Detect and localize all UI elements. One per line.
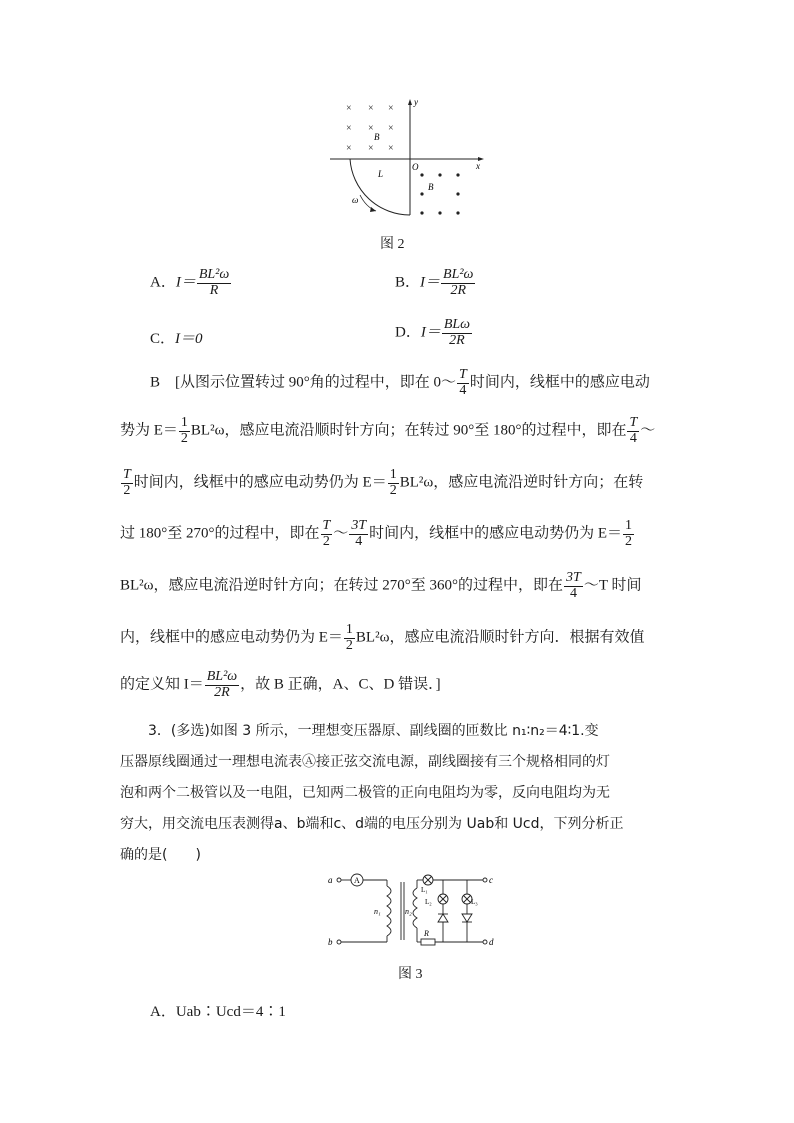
answer-line-6: 内，线框中的感应电动势仍为 E＝ $\frac{1}{2}$ BL²ω，感应电流沿顺时针方向．根据有效值 bbox=[120, 622, 645, 653]
option-d: D．I＝ $\frac{\text{BLω}}{2R}$ bbox=[395, 317, 471, 348]
field-into-page-crosses bbox=[346, 103, 394, 154]
omega-label: ω bbox=[352, 195, 359, 205]
q3-line-3: 泡和两个二极管以及一电阻，已知两二极管的正向电阻均为零，反向电阻均为无 bbox=[120, 785, 610, 801]
option-b: B．I＝ $\frac{\text{BL²ω}}{2R}$ bbox=[395, 267, 474, 298]
option-c: C．I＝0 bbox=[150, 331, 203, 347]
n1-label: n₁ bbox=[374, 907, 381, 916]
svg-text:×: × bbox=[346, 103, 352, 114]
answer-line-7: 的定义知 I＝ $\frac{\text{BL²ω}}{2R}$ ，故 B 正确，A、C、D 错误．] bbox=[120, 669, 441, 700]
terminal-c-label: c bbox=[489, 875, 493, 885]
y-axis-label: y bbox=[414, 97, 418, 107]
answer-line-5: BL²ω，感应电流沿逆时针方向；在转过 270°至 360°的过程中，即在 $\frac{3T}{4}$ ～T 时间 bbox=[120, 570, 642, 601]
figure-2-caption: 图 2 bbox=[380, 237, 405, 252]
terminal-b-label: b bbox=[328, 937, 333, 947]
answer-line-3: $\frac{T}{2}$ 时间内，线框中的感应电动势仍为 E＝ $\frac{1}{2}$ BL²ω，感应电流沿逆时针方向；在转 bbox=[123, 467, 644, 498]
q3-line-5: 确的是( ) bbox=[120, 847, 201, 863]
option-d-label: D． bbox=[395, 324, 421, 341]
ammeter-label: A bbox=[354, 876, 360, 885]
figure-2 bbox=[330, 95, 490, 225]
option-a: A．I＝ $\frac{\text{BL²ω}}{R}$ bbox=[150, 267, 230, 298]
option-c-label: C． bbox=[150, 331, 176, 347]
option-b-label: B． bbox=[395, 274, 421, 291]
l-label: L bbox=[378, 169, 384, 179]
x-axis-label: x bbox=[476, 161, 480, 171]
svg-text:×: × bbox=[346, 143, 352, 154]
option-a-label: A． bbox=[150, 274, 176, 291]
svg-text:×: × bbox=[368, 143, 374, 154]
q3-line-1: 3．(多选)如图 3 所示，一理想变压器原、副线圈的匝数比 n₁∶n₂＝4∶1.变 bbox=[148, 723, 599, 739]
figure-3-circuit bbox=[325, 868, 495, 952]
answer-line-2: 势为 E＝ $\frac{1}{2}$ BL²ω，感应电流沿顺时针方向；在转过 90°至 180°的过程中，即在 $\frac{T}{4}$ ～ bbox=[120, 415, 656, 446]
n2-label: n₂ bbox=[405, 907, 412, 916]
field-out-of-page-dots bbox=[420, 173, 459, 214]
svg-text:×: × bbox=[388, 103, 394, 114]
svg-text:×: × bbox=[388, 123, 394, 134]
lamp-l3-label: L₃ bbox=[471, 898, 478, 906]
answer-line-4: 过 180°至 270°的过程中，即在 $\frac{T}{2}$ ～ $\frac{3T}{4}$ 时间内，线框中的感应电动势仍为 E＝ $\frac{1}{2}$ bbox=[120, 518, 633, 549]
svg-text:×: × bbox=[346, 123, 352, 134]
origin-label: O bbox=[412, 162, 419, 172]
resistor-label: R bbox=[424, 929, 429, 938]
svg-text:×: × bbox=[368, 103, 374, 114]
answer-line-1: B [从图示位置转过 90°角的过程中，即在 0～ $\frac{T}{4}$ 时间内，线框中的感应电动 bbox=[150, 367, 650, 398]
q3-line-2: 压器原线圈通过一理想电流表Ⓐ接正弦交流电源，副线圈接有三个规格相同的灯 bbox=[120, 754, 610, 770]
terminal-d-label: d bbox=[489, 937, 494, 947]
b-label-top: B bbox=[374, 132, 380, 142]
q3-line-4: 穷大，用交流电压表测得a、b端和c、d端的电压分别为 Uab和 Ucd，下列分析正 bbox=[120, 816, 624, 832]
svg-text:×: × bbox=[368, 123, 374, 134]
lamp-l2-label: L₂ bbox=[425, 898, 432, 906]
lamp-l1-label: L₁ bbox=[421, 886, 428, 894]
q3-option-a: A．Uab∶Ucd＝4∶1 bbox=[150, 1004, 286, 1020]
b-label-bottom: B bbox=[428, 182, 434, 192]
terminal-a-label: a bbox=[328, 875, 333, 885]
figure-3-caption: 图 3 bbox=[398, 967, 423, 982]
svg-text:×: × bbox=[388, 143, 394, 154]
